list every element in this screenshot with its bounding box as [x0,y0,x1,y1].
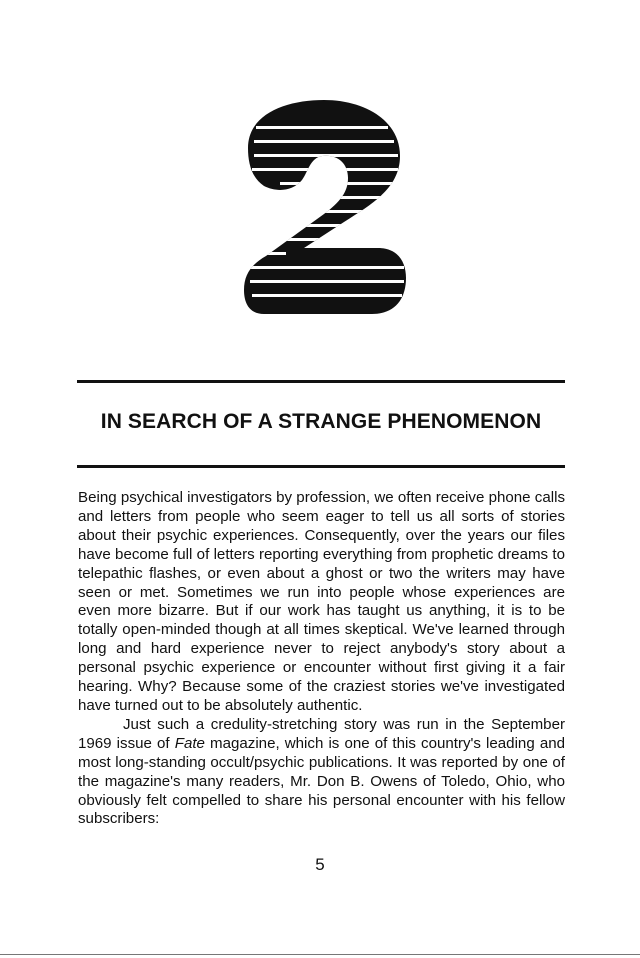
page-edge [0,954,640,955]
paragraph-text: magazine, which is one of this country's leading and most long-standing occult/psychic publications. It was reported by one of the magazine's many readers, Mr. Don B. Owens of Toledo, Ohio, who obviously felt compelled to share his personal encounter with his fellow subscribers: [78,734,566,828]
body-text [78,489,565,829]
chapter-title: IN SEARCH OF A STRANGE PHENOMENON [100,410,542,433]
paragraph: Being psychical investigators by profession, we often receive phone calls and letters from people who seem eager to tell us all sorts of stories about their psychic experiences. Consequently, over the years our files have become full of letters reporting everything from prophetic dreams to telepathic flashes, or even about a ghost or two the writers may have seen or met. Sometimes we run into people whose experiences are even more bizarre. But if our work has taught us anything, it is to be totally open-minded though at all times skeptical. We've learned through long and hard experience never to reject anybody's story about a personal psychic experience or encounter without first giving it a fair hearing. Why? Because some of the craziest stories we've investigated have turned out to be absolutely authentic. [78,489,565,714]
magazine-title: Fate [174,734,205,752]
page-number: 5 [315,855,325,874]
paragraph [78,716,565,829]
paragraph-text: Just such a credulity-stretching story was run in the September 1969 issue of [78,715,565,752]
title-rule-bottom [77,465,565,468]
chapter-number-graphic [240,96,408,320]
title-rule-top [77,380,565,383]
